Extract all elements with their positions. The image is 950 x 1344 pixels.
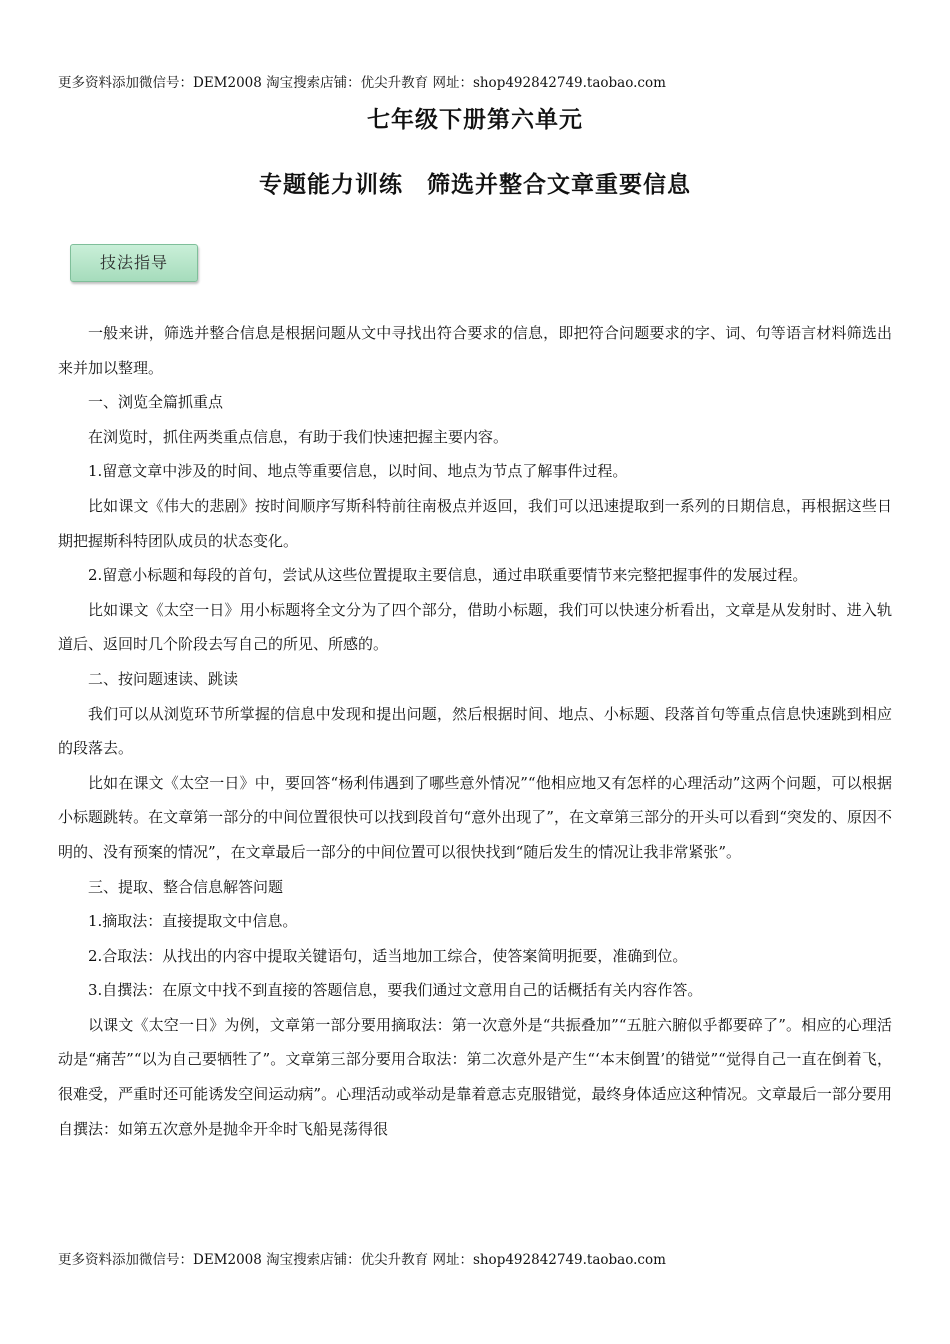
section-heading-2: 二、按问题速读、跳读 bbox=[88, 669, 239, 688]
list-item: 3.自撰法：在原文中找不到直接的答题信息，要我们通过文意用自己的话概括有关内容作答。 bbox=[88, 981, 703, 1000]
list-item: 2.留意小标题和每段的首句，尝试从这些位置提取主要信息，通过串联重要情节来完整把握事件的发展过程。 bbox=[88, 566, 808, 585]
topic-title: 专题能力训练 筛选并整合文章重要信息 bbox=[259, 171, 691, 198]
article-body bbox=[58, 316, 892, 1146]
unit-title: 七年级下册第六单元 bbox=[367, 106, 583, 133]
example-paragraph: 比如课文《伟大的悲剧》按时间顺序写斯科特前往南极点并返回，我们可以迅速提取到一系列的日期信息，再根据这些日期把握斯科特团队成员的状态变化。 bbox=[58, 496, 892, 550]
footer-ad-note: 更多资料添加微信号：DEM2008 淘宝搜索店铺：优尖升教育 网址：shop492842749.taobao.com bbox=[58, 1252, 666, 1268]
section-heading-3: 三、提取、整合信息解答问题 bbox=[88, 877, 284, 896]
list-item: 2.合取法：从找出的内容中提取关键语句，适当地加工综合，使答案简明扼要，准确到位。 bbox=[88, 946, 688, 965]
technique-guide-badge: 技法指导 bbox=[70, 244, 198, 282]
example-paragraph: 以课文《太空一日》为例，文章第一部分要用摘取法：第一次意外是“共振叠加”“五脏六腑似乎都要碎了”。相应的心理活动是“痛苦”“以为自己要牺牲了”。文章第三部分要用合取法：第二次意外是产生“‘本末倒置’的错觉”“觉得自己一直在倒着飞，很难受，严重时还可能诱发空间运动病”。心理活动或举动是靠着意志克服错觉，最终身体适应这种情况。文章最后一部分要用自撰法：如第五次意外是抛伞开伞时飞船晃荡得很 bbox=[58, 1015, 892, 1138]
body-paragraph: 我们可以从浏览环节所掌握的信息中发现和提出问题，然后根据时间、地点、小标题、段落首句等重点信息快速跳到相应的段落去。 bbox=[58, 704, 892, 758]
example-paragraph: 比如在课文《太空一日》中，要回答“杨利伟遇到了哪些意外情况”“他相应地又有怎样的心理活动”这两个问题，可以根据小标题跳转。在文章第一部分的中间位置很快可以找到段首句“意外出现了”，在文章第三部分的开头可以看到“突发的、原因不明的、没有预案的情况”，在文章最后一部分的中间位置可以很快找到“随后发生的情况让我非常紧张”。 bbox=[58, 773, 892, 861]
list-item: 1.摘取法：直接提取文中信息。 bbox=[88, 912, 298, 931]
body-paragraph: 在浏览时，抓住两类重点信息，有助于我们快速把握主要内容。 bbox=[88, 427, 509, 446]
list-item: 1.留意文章中涉及的时间、地点等重要信息，以时间、地点为节点了解事件过程。 bbox=[88, 462, 628, 481]
example-paragraph: 比如课文《太空一日》用小标题将全文分为了四个部分，借助小标题，我们可以快速分析看出，文章是从发射时、进入轨道后、返回时几个阶段去写自己的所见、所感的。 bbox=[58, 600, 892, 654]
intro-paragraph: 一般来讲，筛选并整合信息是根据问题从文中寻找出符合要求的信息，即把符合问题要求的字、词、句等语言材料筛选出来并加以整理。 bbox=[58, 324, 892, 377]
header-ad-note: 更多资料添加微信号：DEM2008 淘宝搜索店铺：优尖升教育 网址：shop492842749.taobao.com bbox=[58, 75, 666, 91]
section-heading-1: 一、浏览全篇抓重点 bbox=[88, 393, 224, 412]
